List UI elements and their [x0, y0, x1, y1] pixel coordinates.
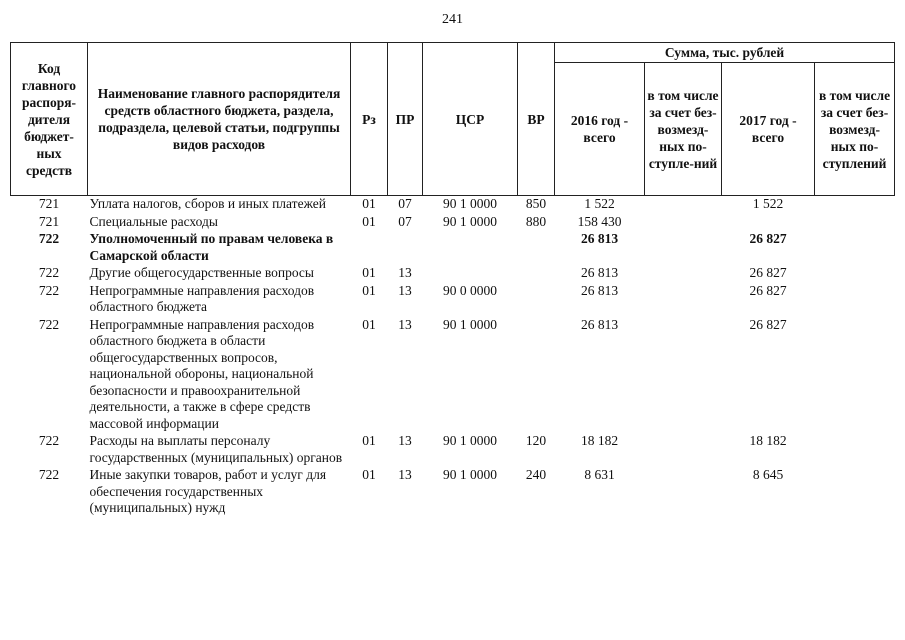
cell-2016-total: 26 813: [580, 282, 619, 298]
cell-vr: 120: [525, 433, 547, 448]
cell-rz: 01: [362, 213, 376, 229]
cell-2017-grants: [815, 283, 895, 317]
header-2017-grants: в том числе за счет без-возмезд-ных по-ступлений: [815, 63, 895, 196]
cell-2017-grants: [815, 433, 895, 467]
cell-code: 721: [38, 196, 60, 211]
cell-code: 721: [38, 213, 60, 229]
cell-vr: 850: [525, 196, 547, 211]
cell-2016-total: 26 813: [580, 316, 619, 332]
cell-csr: 90 1 0000: [443, 467, 497, 482]
table-row: [11, 317, 895, 434]
page-number: 241: [442, 12, 463, 27]
cell-2016-grants: [645, 433, 722, 467]
cell-2016-grants: [645, 214, 722, 232]
cell-2016-grants: [645, 196, 722, 214]
cell-pr: 13: [398, 316, 412, 332]
header-name: Наименование главного распорядителя средств областного бюджета, раздела, подраздела, целевой статьи, подгруппы видов расходов: [88, 43, 351, 196]
cell-pr: 07: [398, 213, 412, 229]
cell-2016-total: 26 813: [580, 231, 619, 246]
cell-vr: [518, 317, 555, 434]
header-2017-total: 2017 год - всего: [722, 63, 815, 196]
cell-rz: 01: [362, 282, 376, 298]
cell-name: Уполномоченный по правам человека в Самарской области: [89, 231, 334, 263]
cell-2016-grants: [645, 265, 722, 283]
cell-vr: [518, 265, 555, 283]
header-vr: ВР: [518, 43, 555, 196]
cell-2016-total: 158 430: [577, 213, 622, 229]
cell-csr: 90 1 0000: [443, 316, 497, 332]
cell-csr: 90 1 0000: [443, 213, 497, 229]
cell-2016-total: 8 631: [584, 467, 615, 482]
cell-code: 722: [38, 231, 60, 246]
cell-name: Непрограммные направления расходов областного бюджета: [89, 282, 315, 314]
header-rz: Рз: [351, 43, 388, 196]
header-2016-grants: в том числе за счет без-возмезд-ных по-ступле-ний: [645, 63, 722, 196]
cell-2016-total: 18 182: [580, 433, 619, 448]
header-sum-group: Сумма, тыс. рублей: [555, 43, 895, 63]
cell-code: 722: [38, 467, 60, 482]
cell-csr: 90 1 0000: [443, 433, 497, 448]
budget-table: [10, 42, 895, 518]
cell-rz: 01: [362, 467, 376, 482]
table-header: [11, 43, 895, 196]
cell-pr: 13: [398, 467, 412, 482]
cell-name: Иные закупки товаров, работ и услуг для обеспечения государственных (муниципальных) нужд: [89, 467, 327, 515]
cell-2017-total: 8 645: [752, 467, 784, 482]
cell-2017-grants: [815, 231, 895, 265]
cell-2017-total: 18 182: [749, 433, 787, 448]
cell-2017-total: 26 827: [749, 316, 787, 332]
cell-2016-grants: [645, 467, 722, 518]
table-row: [11, 283, 895, 317]
table-row: [11, 467, 895, 518]
cell-2017-grants: [815, 317, 895, 434]
cell-2017-grants: [815, 196, 895, 214]
cell-code: 722: [38, 282, 60, 298]
cell-pr: 13: [398, 433, 412, 448]
cell-vr: [518, 231, 555, 265]
cell-2017-total: [722, 214, 815, 232]
cell-vr: 240: [525, 467, 547, 482]
cell-2016-total: 26 813: [580, 265, 619, 280]
cell-name: Расходы на выплаты персоналу государственных (муниципальных) органов: [89, 433, 343, 465]
cell-pr: [388, 231, 423, 265]
cell-2016-grants: [645, 317, 722, 434]
cell-2016-grants: [645, 231, 722, 265]
table-row: [11, 231, 895, 265]
cell-2017-total: 26 827: [749, 231, 787, 246]
table-row: [11, 433, 895, 467]
header-csr: ЦСР: [423, 43, 518, 196]
cell-name: Уплата налогов, сборов и иных платежей: [89, 196, 326, 211]
cell-code: 722: [38, 316, 60, 332]
cell-csr: [423, 231, 518, 265]
cell-rz: [351, 231, 388, 265]
cell-pr: 07: [398, 196, 412, 211]
cell-name: Специальные расходы: [89, 213, 218, 229]
header-pr: ПР: [388, 43, 423, 196]
cell-pr: 13: [398, 282, 412, 298]
cell-csr: 90 1 0000: [443, 196, 497, 211]
cell-rz: 01: [362, 196, 376, 211]
cell-pr: 13: [398, 265, 412, 280]
cell-name: Непрограммные направления расходов областного бюджета в области общегосударственных вопросов, национальной обороны, национальной безопасности и правоохранительной деятельности, а также в сфере средств массовой информации: [89, 316, 315, 431]
cell-2017-total: 26 827: [749, 265, 787, 280]
cell-vr: [518, 283, 555, 317]
cell-rz: 01: [362, 265, 376, 280]
cell-2016-grants: [645, 283, 722, 317]
cell-csr: [423, 265, 518, 283]
cell-2017-total: 1 522: [752, 196, 784, 211]
cell-2016-total: 1 522: [584, 196, 615, 211]
cell-2017-grants: [815, 467, 895, 518]
cell-2017-grants: [815, 214, 895, 232]
header-2016-total: 2016 год - всего: [555, 63, 645, 196]
cell-2017-grants: [815, 265, 895, 283]
table-body: [11, 196, 895, 518]
cell-code: 722: [38, 433, 60, 448]
table-row: [11, 214, 895, 232]
cell-2017-total: 26 827: [749, 282, 787, 298]
cell-rz: 01: [362, 433, 376, 448]
header-code: Код главного распоря-дителя бюджет-ных средств: [11, 43, 88, 196]
table-row: [11, 196, 895, 214]
cell-name: Другие общегосударственные вопросы: [89, 265, 314, 280]
cell-vr: 880: [525, 213, 547, 229]
cell-code: 722: [38, 265, 60, 280]
cell-csr: 90 0 0000: [443, 282, 497, 298]
table-row: [11, 265, 895, 283]
cell-rz: 01: [362, 316, 376, 332]
